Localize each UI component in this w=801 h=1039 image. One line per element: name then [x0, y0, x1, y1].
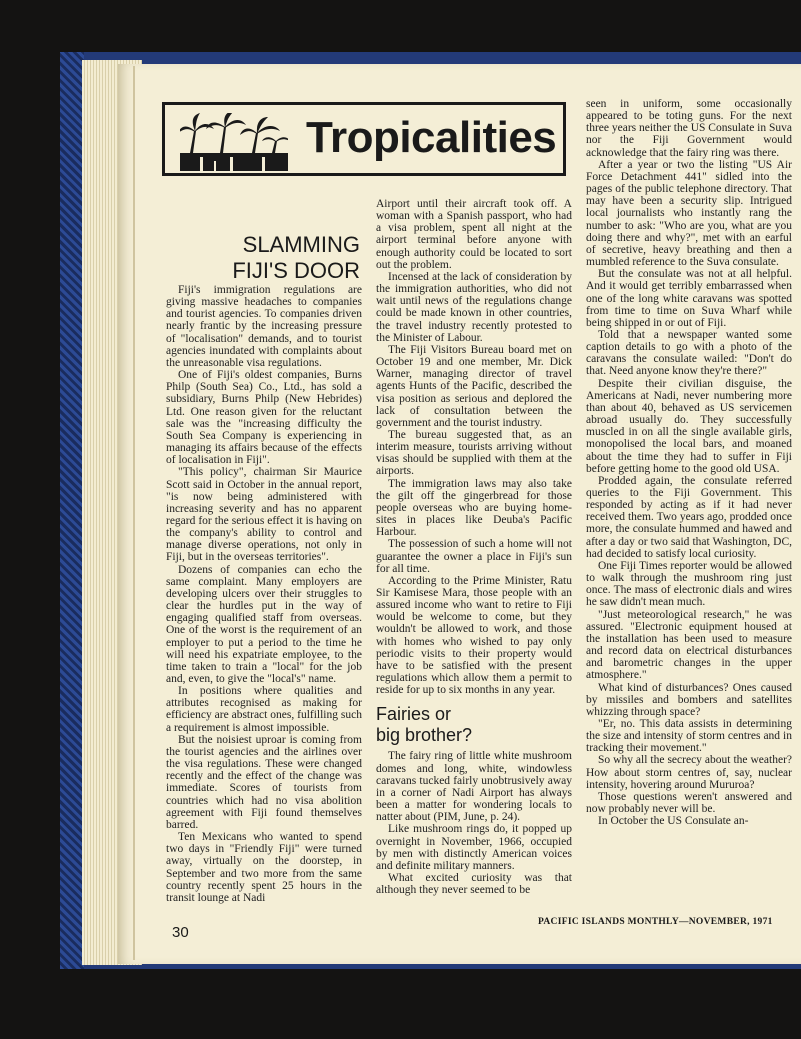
text-column-1 [166, 284, 362, 904]
paragraph: So why all the secrecy about the weather? How about storm centres of, say, nuclear intensity, hovering around Mururoa? [586, 754, 792, 791]
gutter-crease [133, 66, 135, 960]
paragraph: Incensed at the lack of consideration by the immigration authorities, who did not wait until news of the regulations change could be made known in other countries, the travel industry recently protested to the Minister of Labour. [376, 270, 572, 344]
paragraph: Dozens of companies can echo the same complaint. Many employers are developing ulcers over their struggles to clear the hurdles put in the way of engaging qualified staff from overseas. One of the worst is the requirement of an employer to put a period to the time he will need his expatriate employee, to the time taken to train a "local" for the job and, even, to give the "local's" name. [166, 563, 362, 685]
binding-cloth [60, 52, 84, 969]
paragraph: Fiji's immigration regulations are giving massive headaches to companies and tourist agencies. To companies driven nearly frantic by the increasing pressure of "localisation" demands, and to tourist agencies inundated with complaints about the unreasonable visa regulations. [166, 284, 362, 369]
paragraph: seen in uniform, some occasionally appeared to be toting guns. For the next three years neither the US Consulate in Suva nor the Fiji Government would acknowledge that the fairy ring was there. [586, 98, 792, 159]
paragraph: The possession of such a home will not guarantee the owner a place in Fiji's sun for all time. [376, 538, 572, 575]
text-column-3 [586, 98, 792, 910]
paragraph: What excited curiosity was that although they never seemed to be [376, 871, 572, 897]
paragraph: Despite their civilian disguise, the Americans at Nadi, never numbering more than about 40, behaved as US servicemen abroad usually do. They successfully muscled in on all the single available girls, monopolised the local bars, and moaned about the time they had to suffer in Fiji before getting home to the good old USA. [586, 377, 792, 475]
paragraph: According to the Prime Minister, Ratu Sir Kamisese Mara, those people with an assured income who want to retire to Fiji would be welcome to come, but they wouldn't be allowed to work, and those with homes who wished to pay only periodic visits to their property would have to be satisfied with the present regulations which allow them a permit to reside for up to six months in any year. [376, 574, 572, 697]
paragraph: "Er, no. This data assists in determining the size and intensity of storm centres and in tracking their movement." [586, 717, 792, 755]
subheadline-line1: Fairies or [376, 704, 452, 725]
paragraph: Prodded again, the consulate referred queries to the Fiji Government. This responded by acting as if it had never received them. Two years ago, prodded once more, the consulate hummed and hawed and after a day or two said that Washington, DC, had decided to satisfy local curiosity. [586, 474, 792, 560]
paragraph: The Fiji Visitors Bureau board met on October 19 and one member, Mr. Dick Warner, managing director of travel agents Hunts of the Pacific, described the visa position as serious and deplored the lack of consultation between the government and the tourist industry. [376, 343, 572, 429]
paragraph: But the noisiest uproar is coming from the tourist agencies and the airlines over the visa regulations. These were changed recently and the effect of the change was immediate. Scores of tourists from countries which had no visa abolition agreement with Fiji found themselves barred. [166, 733, 362, 831]
paragraph: Told that a newspaper wanted some caption details to go with a photo of the caravans the consulate wailed: "Don't do that. Need anyone know they're there?" [586, 328, 792, 378]
running-footer: PACIFIC ISLANDS MONTHLY—NOVEMBER, 1971 [538, 917, 773, 927]
paragraph: Like mushroom rings do, it popped up overnight in November, 1966, occupied by men with distinctly American voices and definite military manners. [376, 823, 572, 872]
paragraph: "This policy", chairman Sir Maurice Scott said in October in the annual report, "is now being administered with increasing severity and has no apparent regard for the serious effect it is having on the company's ability to control and manage diverse operations, not only in Fiji, but in the overseas territories". [166, 466, 362, 564]
paragraph: The fairy ring of little white mushroom domes and long, white, windowless caravans tucked fairly unobtrusively away in a corner of Nadi Airport has always been a matter for wondering locals to natter about (PIM, June, p. 24). [376, 750, 572, 824]
paragraph: Those questions weren't answered and now probably never will be. [586, 790, 792, 816]
paragraph: But the consulate was not at all helpful. And it would get terribly embarrassed when one of the long white caravans was spotted from time to time on Suva Wharf while being shipped in or out of Fiji. [586, 268, 792, 329]
paragraph: What kind of disturbances? Ones caused by missiles and bombers and satellites whizzing through space? [586, 681, 792, 718]
paragraph: Airport until their aircraft took off. A woman with a Spanish passport, who had a visa problem, spent all night at the airport terminal before anyone with enough authority could be located to sort out the problem. [376, 198, 572, 271]
paragraph: The immigration laws may also take the gilt off the gingerbread for those people overseas who are buying home-sites in places like Deuba's Pacific Harbour. [376, 477, 572, 539]
subheadline-line2: big brother? [376, 725, 473, 746]
paragraph: In positions where qualities and attributes recognised as making for efficiency are abstract ones, fulfilling such a requirement is almost impossible. [166, 685, 362, 734]
article-headline-line1: SLAMMING [242, 232, 360, 257]
paragraph: In October the US Consulate an- [598, 815, 749, 828]
paragraph: Ten Mexicans who wanted to spend two days in "Friendly Fiji" were turned away, virtually on the doorstep, in September and two more from the same country recently spent 25 hours in the transit lounge at Nadi [166, 831, 362, 904]
paragraph: After a year or two the listing "US Air Force Detachment 441" sidled into the pages of the public telephone directory. That may have been a security slip. Intrigued local journalists who instantly rang the number to ask: "Who are you, what are you doing there and why?", met with an earful of secretive, heavy breathing and then a mumbled reference to the Suva consulate. [586, 158, 792, 269]
paragraph: One of Fiji's oldest companies, Burns Philp (South Sea) Co., Ltd., has sold a subsidiary, Burns Philp (New Hebrides) Ltd. One reason given for the reluctant sale was the "increasing difficulty the South Sea Company is experiencing in managing its affairs because of the effects of localisation in Fiji". [166, 369, 362, 467]
subheadline [376, 704, 572, 746]
palm-trees-logo-icon [180, 113, 288, 171]
article-headline-line2: FIJI'S DOOR [232, 258, 360, 283]
text-column-2 [376, 198, 572, 910]
page-number: 30 [172, 924, 189, 941]
paragraph: The bureau suggested that, as an interim measure, tourists arriving without visas should be supplied with them at the airports. [376, 428, 572, 478]
paragraph: One Fiji Times reporter would be allowed to walk through the mushroom ring just once. The mass of electronic dials and wires he saw didn't mean much. [586, 559, 792, 609]
paragraph: "Just meteorological research," he was assured. "Electronic equipment housed at the installation has been used to measure and record data on electrical disturbances and barometric changes in the upper atmosphere." [586, 608, 792, 682]
section-title: Tropicalities [306, 113, 557, 162]
